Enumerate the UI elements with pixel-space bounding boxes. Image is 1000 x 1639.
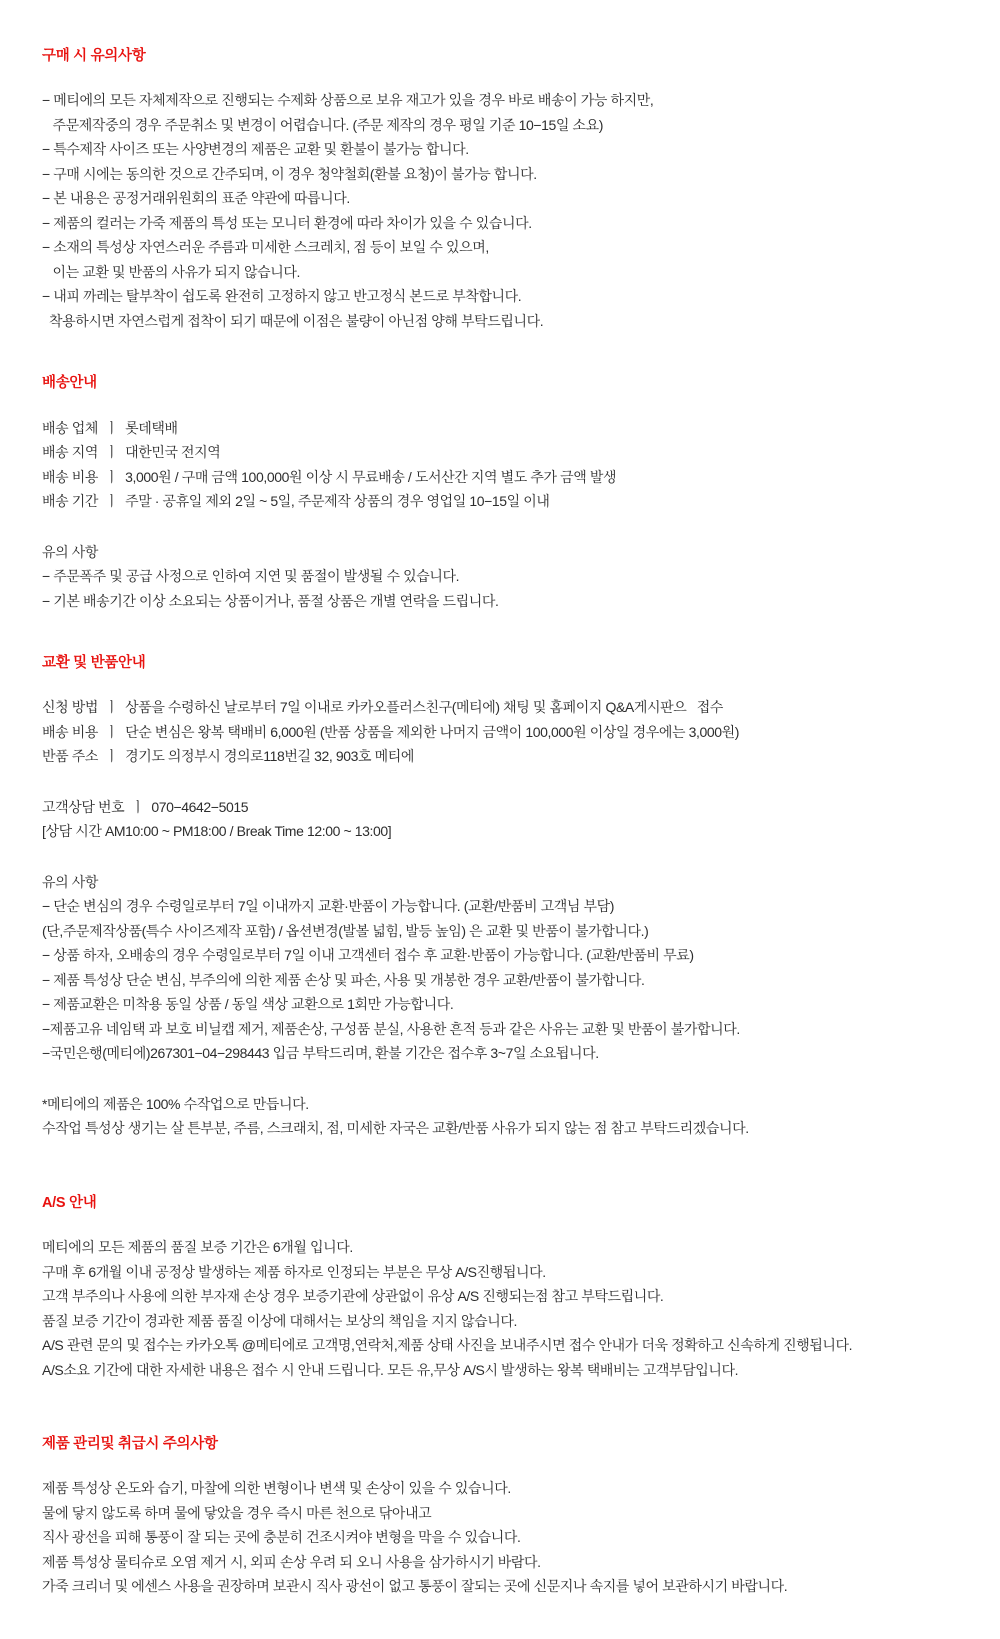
text-line: 반품 주소 ㅣ 경기도 의정부시 경의로118번길 32, 903호 메티에 [42, 748, 415, 765]
paragraph-block [42, 416, 960, 514]
text-line: − 단순 변심의 경우 수령일로부터 7일 이내까지 교환·반품이 가능합니다. (교환/반품비 고객님 부담) [42, 898, 615, 915]
text-line: −제품고유 네임택 과 보호 비닐캡 제거, 제품손상, 구성품 분실, 사용한 흔적 등과 같은 사유는 교환 및 반품이 불가합니다. [42, 1020, 740, 1037]
section-spacer [42, 333, 960, 373]
text-line: 주문제작중의 경우 주문취소 및 변경이 어렵습니다. (주문 제작의 경우 평일 기준 10−15일 소요) [42, 116, 604, 133]
text-line: 배송 업체 ㅣ 롯데택배 [42, 419, 178, 436]
text-line: 고객상담 번호 ㅣ 070−4642−5015 [42, 798, 249, 815]
sections-container [42, 46, 960, 1599]
text-line: 유의 사항 [42, 873, 98, 890]
text-line: 구매 후 6개월 이내 공정상 발생하는 제품 하자로 인정되는 부분은 무상 A/S진행됩니다. [42, 1263, 546, 1280]
section-as-info [42, 1193, 960, 1382]
paragraph-block [42, 1092, 960, 1141]
text-line: − 제품 특성상 단순 변심, 부주의에 의한 제품 손상 및 파손, 사용 및 개봉한 경우 교환/반품이 불가합니다. [42, 971, 645, 988]
paragraph-block [42, 795, 960, 844]
text-line: 배송 비용 ㅣ 단순 변심은 왕복 택배비 6,000원 (반품 상품을 제외한 나머지 금액이 100,000원 이상일 경우에는 3,000원) [42, 723, 740, 740]
block-spacer [42, 769, 960, 795]
text-line: 착용하시면 자연스럽게 접착이 되기 때문에 이점은 불량이 아닌점 양해 부탁드립니다. [42, 312, 544, 329]
section-spacer [42, 1382, 960, 1434]
section-title-shipping-info: 배송안내 [42, 375, 97, 392]
text-line: 직사 광선을 피해 통풍이 잘 되는 곳에 충분히 건조시켜야 변형을 막을 수 있습니다. [42, 1529, 521, 1546]
section-shipping-info [42, 373, 960, 613]
text-line: − 제품의 컬러는 가죽 제품의 특성 또는 모니터 환경에 따라 차이가 있을 수 있습니다. [42, 214, 532, 231]
text-line: 메티에의 모든 제품의 품질 보증 기간은 6개월 입니다. [42, 1239, 353, 1256]
text-line: A/S 관련 문의 및 접수는 카카오톡 @메티에로 고객명,연락처,제품 상태 사진을 보내주시면 접수 안내가 더욱 정확하고 신속하게 진행됩니다. [42, 1337, 853, 1354]
text-line: −국민은행(메티에)267301−04−298443 입금 부탁드리며, 환불 기간은 접수후 3~7일 소요됩니다. [42, 1045, 599, 1062]
text-line: 유의 사항 [42, 543, 98, 560]
text-line: 품질 보증 기간이 경과한 제품 품질 이상에 대해서는 보상의 책임을 지지 않습니다. [42, 1312, 517, 1329]
text-line: 이는 교환 및 반품의 사유가 되지 않습니다. [42, 263, 301, 280]
paragraph-block [42, 870, 960, 1066]
text-line: 고객 부주의나 사용에 의한 부자재 손상 경우 보증기관에 상관없이 유상 A/S 진행되는점 참고 부탁드립니다. [42, 1288, 664, 1305]
text-line: 제품 특성상 온도와 습기, 마찰에 의한 변형이나 변색 및 손상이 있을 수 있습니다. [42, 1480, 511, 1497]
paragraph-block [42, 540, 960, 614]
text-line: A/S소요 기간에 대한 자세한 내용은 접수 시 안내 드립니다. 모든 유,무상 A/S시 발생하는 왕복 택배비는 고객부담입니다. [42, 1361, 739, 1378]
text-line: − 구매 시에는 동의한 것으로 간주되며, 이 경우 청약철회(환불 요청)이 불가능 합니다. [42, 165, 537, 182]
block-spacer [42, 844, 960, 870]
section-title-product-care: 제품 관리및 취급시 주의사항 [42, 1436, 218, 1453]
section-title-as-info: A/S 안내 [42, 1194, 97, 1211]
text-line: − 상품 하자, 오배송의 경우 수령일로부터 7일 이내 고객센터 접수 후 교환·반품이 가능합니다. (교환/반품비 무료) [42, 947, 694, 964]
text-line: *메티에의 제품은 100% 수작업으로 만듭니다. [42, 1095, 309, 1112]
section-exchange-return [42, 653, 960, 1141]
section-title-purchase-notice: 구매 시 유의사항 [42, 48, 146, 64]
text-line: − 내피 까레는 탈부착이 쉽도록 완전히 고정하지 않고 반고정식 본드로 부착합니다. [42, 288, 522, 305]
block-spacer [42, 514, 960, 540]
section-spacer [42, 613, 960, 653]
text-line: − 메티에의 모든 자체제작으로 진행되는 수제화 상품으로 보유 재고가 있을 경우 바로 배송이 가능 하지만, [42, 92, 654, 109]
text-line: 수작업 특성상 생기는 살 튼부분, 주름, 스크래치, 점, 미세한 자국은 교환/반품 사유가 되지 않는 점 참고 부탁드리겠습니다. [42, 1120, 749, 1137]
paragraph-block [42, 1235, 960, 1382]
text-line: (단,주문제작상품(특수 사이즈제작 포함) / 옵션변경(발볼 넓힘, 발등 높임) 은 교환 및 반품이 불가합니다.) [42, 922, 649, 939]
block-spacer [42, 1066, 960, 1092]
paragraph-block [42, 1476, 960, 1599]
text-line: [상담 시간 AM10:00 ~ PM18:00 / Break Time 12:00 ~ 13:00] [42, 823, 392, 840]
text-line: − 소재의 특성상 자연스러운 주름과 미세한 스크레치, 점 등이 보일 수 있으며, [42, 239, 489, 256]
paragraph-block [42, 695, 960, 769]
section-spacer [42, 1141, 960, 1193]
section-product-care [42, 1434, 960, 1599]
paragraph-block [42, 88, 960, 333]
text-line: − 제품교환은 미착용 동일 상품 / 동일 색상 교환으로 1회만 가능합니다. [42, 996, 454, 1013]
text-line: 배송 지역 ㅣ 대한민국 전지역 [42, 444, 221, 461]
text-line: − 본 내용은 공정거래위원회의 표준 약관에 따릅니다. [42, 190, 350, 207]
text-line: 제품 특성상 물티슈로 오염 제거 시, 외피 손상 우려 되 오니 사용을 삼가하시기 바람다. [42, 1553, 541, 1570]
text-line: 배송 비용 ㅣ 3,000원 / 구매 금액 100,000원 이상 시 무료배송 / 도서산간 지역 별도 추가 금액 발생 [42, 468, 617, 485]
text-line: 신청 방법 ㅣ 상품을 수령하신 날로부터 7일 이내로 카카오플러스친구(메티에) 채팅 및 홈페이지 Q&A게시판으 접수 [42, 699, 724, 716]
text-line: − 주문폭주 및 공급 사정으로 인하여 지연 및 품절이 발생될 수 있습니다. [42, 568, 460, 585]
section-purchase-notice [42, 46, 960, 333]
section-title-exchange-return: 교환 및 반품안내 [42, 655, 146, 672]
text-line: − 특수제작 사이즈 또는 사양변경의 제품은 교환 및 환불이 불가능 합니다. [42, 141, 469, 158]
text-line: 물에 닿지 않도록 하며 물에 닿았을 경우 즉시 마른 천으로 닦아내고 [42, 1504, 432, 1521]
text-line: 가죽 크리너 및 에센스 사용을 권장하며 보관시 직사 광선이 없고 통풍이 잘되는 곳에 신문지나 속지를 넣어 보관하시기 바랍니다. [42, 1578, 788, 1595]
text-line: 배송 기간 ㅣ 주말 · 공휴일 제외 2일 ~ 5일, 주문제작 상품의 경우 영업일 10−15일 이내 [42, 493, 550, 510]
text-line: − 기본 배송기간 이상 소요되는 상품이거나, 품절 상품은 개별 연락을 드립니다. [42, 592, 499, 609]
